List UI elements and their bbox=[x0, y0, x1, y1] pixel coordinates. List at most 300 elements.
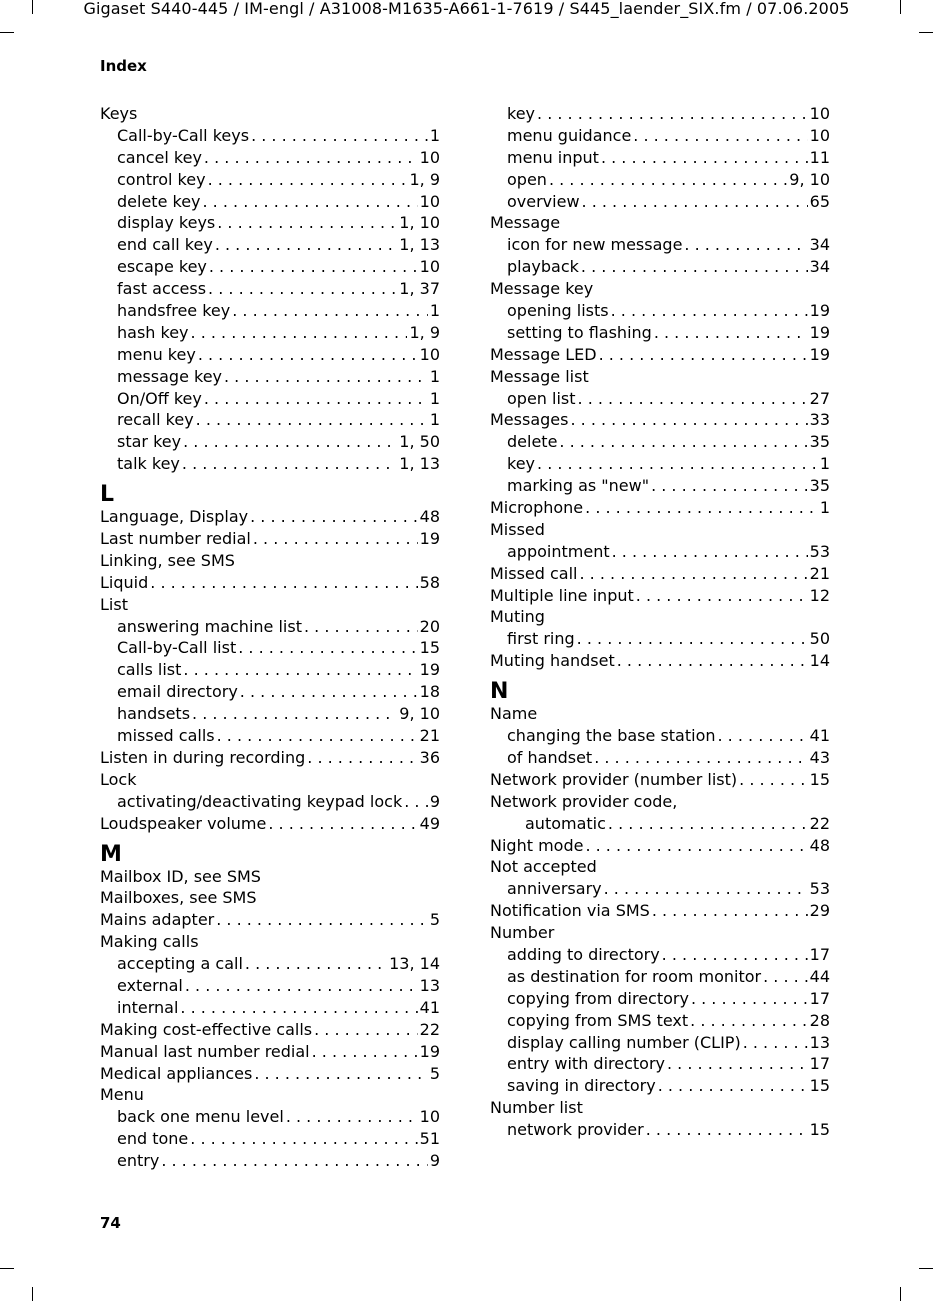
index-subentry bbox=[100, 388, 440, 410]
index-entry bbox=[490, 563, 830, 585]
dot-leader bbox=[549, 169, 787, 191]
index-term: Muting handset bbox=[490, 651, 615, 671]
index-entry bbox=[100, 747, 440, 769]
index-entry bbox=[100, 813, 440, 835]
index-heading bbox=[100, 103, 440, 125]
index-subentry bbox=[490, 1053, 830, 1075]
index-term: display calling number (CLIP) bbox=[507, 1032, 741, 1052]
index-term: talk key bbox=[117, 454, 180, 474]
index-term: Making cost-effective calls bbox=[100, 1019, 313, 1039]
index-term: changing the base station bbox=[507, 726, 716, 746]
index-term: List bbox=[100, 594, 128, 614]
index-term: anniversary bbox=[507, 879, 602, 899]
index-page-ref: 19 bbox=[419, 1041, 440, 1061]
index-page-ref: 1, 9 bbox=[409, 169, 440, 189]
index-term: Call-by-Call list bbox=[117, 638, 237, 658]
index-page-ref: 53 bbox=[809, 541, 830, 561]
index-term: entry bbox=[117, 1151, 160, 1171]
index-term: Message bbox=[490, 213, 561, 233]
dot-leader bbox=[585, 835, 807, 857]
dot-leader bbox=[215, 234, 397, 256]
index-page-ref: 29 bbox=[809, 901, 830, 921]
index-subentry bbox=[100, 703, 440, 725]
dot-leader bbox=[691, 988, 808, 1010]
index-page-ref: 1, 50 bbox=[399, 432, 440, 452]
dot-leader bbox=[208, 278, 397, 300]
index-subentry bbox=[100, 191, 440, 213]
index-page-ref: 1 bbox=[429, 410, 440, 430]
index-term: Notification via SMS bbox=[490, 901, 650, 921]
index-entry bbox=[100, 506, 440, 528]
dot-leader bbox=[224, 366, 428, 388]
dot-leader bbox=[537, 453, 818, 475]
index-page-ref: 43 bbox=[809, 747, 830, 767]
index-letter-heading: L bbox=[100, 482, 115, 508]
dot-leader bbox=[217, 212, 397, 234]
dot-leader bbox=[216, 909, 428, 931]
index-entry bbox=[490, 650, 830, 672]
index-subentry bbox=[490, 944, 830, 966]
index-page-ref: 65 bbox=[809, 191, 830, 211]
dot-leader bbox=[312, 1041, 418, 1063]
dot-leader bbox=[209, 256, 418, 278]
index-term: key bbox=[507, 104, 536, 123]
index-page-ref: 1 bbox=[819, 498, 830, 518]
index-term: cancel key bbox=[117, 147, 202, 167]
dot-leader bbox=[599, 344, 808, 366]
index-term: Missed call bbox=[490, 563, 578, 583]
index-term: Mailbox ID, see SMS bbox=[100, 866, 261, 886]
index-subentry bbox=[100, 366, 440, 388]
crop-mark-top-left bbox=[0, 32, 14, 33]
index-entry bbox=[100, 1063, 440, 1085]
dot-leader bbox=[652, 900, 808, 922]
index-letter-heading: M bbox=[100, 841, 122, 867]
dot-leader bbox=[307, 747, 417, 769]
index-term: Call-by-Call keys bbox=[117, 125, 250, 145]
index-page-ref: 34 bbox=[809, 257, 830, 277]
index-subentry bbox=[490, 725, 830, 747]
index-page-ref: 35 bbox=[809, 432, 830, 452]
index-term: Name bbox=[490, 704, 538, 724]
crop-mark-top-right bbox=[919, 32, 933, 33]
index-page-ref: 10 bbox=[419, 1107, 440, 1127]
index-subentry bbox=[100, 300, 440, 322]
dot-leader bbox=[192, 703, 397, 725]
index-term: Messages bbox=[490, 410, 569, 430]
index-page-ref: 15 bbox=[419, 638, 440, 658]
dot-leader bbox=[161, 1150, 428, 1172]
index-term: Keys bbox=[100, 104, 138, 123]
dot-leader bbox=[739, 769, 807, 791]
index-subentry bbox=[100, 453, 440, 475]
running-head: Gigaset S440-445 / IM-engl / A31008-M1635-A661-1-7619 / S445_laender_SIX.fm / 07.06.2005 bbox=[83, 0, 850, 18]
dot-leader bbox=[570, 409, 807, 431]
index-page-ref: 13, 14 bbox=[389, 954, 440, 974]
index-term: copying from SMS text bbox=[507, 1010, 689, 1030]
index-subentry bbox=[100, 125, 440, 147]
index-subentry bbox=[100, 322, 440, 344]
index-heading bbox=[490, 1097, 830, 1119]
index-term: network provider bbox=[507, 1120, 644, 1140]
index-term: open bbox=[507, 169, 547, 189]
index-subentry bbox=[490, 191, 830, 213]
index-term: overview bbox=[507, 191, 580, 211]
index-heading bbox=[490, 519, 830, 541]
index-page-ref: 15 bbox=[809, 769, 830, 789]
index-page-ref: 19 bbox=[809, 301, 830, 321]
index-subentry bbox=[100, 234, 440, 256]
index-heading bbox=[100, 866, 440, 888]
index-page-ref: 12 bbox=[809, 585, 830, 605]
dot-leader bbox=[662, 944, 808, 966]
index-term: Menu bbox=[100, 1085, 144, 1105]
dot-leader bbox=[180, 997, 417, 1019]
index-page-ref: 14 bbox=[809, 651, 830, 671]
index-entry bbox=[490, 409, 830, 431]
index-page-ref: 41 bbox=[419, 997, 440, 1017]
index-page-ref: 51 bbox=[419, 1129, 440, 1149]
index-page-ref: 5 bbox=[429, 1063, 440, 1083]
index-subentry bbox=[490, 147, 830, 169]
dot-leader bbox=[611, 300, 808, 322]
index-page-ref: 53 bbox=[809, 879, 830, 899]
dot-leader bbox=[185, 975, 418, 997]
index-page-ref: 1 bbox=[429, 125, 440, 145]
index-subentry bbox=[490, 300, 830, 322]
index-page-ref: 9, 10 bbox=[399, 704, 440, 724]
dot-leader bbox=[183, 431, 397, 453]
index-page-ref: 10 bbox=[809, 104, 830, 123]
index-page-ref: 10 bbox=[809, 125, 830, 145]
index-page-ref: 1 bbox=[819, 454, 830, 474]
index-page-ref: 9 bbox=[429, 791, 440, 811]
dot-leader bbox=[594, 747, 807, 769]
index-subentry bbox=[100, 344, 440, 366]
index-page-ref: 36 bbox=[419, 747, 440, 767]
index-page-ref: 9, 10 bbox=[789, 169, 830, 189]
dot-leader bbox=[251, 125, 428, 147]
dot-leader bbox=[601, 147, 808, 169]
index-page-ref: 35 bbox=[809, 476, 830, 496]
index-heading bbox=[100, 887, 440, 909]
dot-leader bbox=[633, 125, 807, 147]
index-term: end call key bbox=[117, 235, 213, 255]
index-term: Number bbox=[490, 923, 555, 943]
dot-leader bbox=[580, 563, 808, 585]
index-subentry bbox=[490, 988, 830, 1010]
index-entry bbox=[490, 344, 830, 366]
dot-leader bbox=[250, 506, 418, 528]
index-term: Microphone bbox=[490, 498, 584, 518]
index-letter-heading: N bbox=[490, 679, 509, 705]
index-term: end tone bbox=[117, 1129, 189, 1149]
index-page-ref: 48 bbox=[809, 835, 830, 855]
index-term: back one menu level bbox=[117, 1107, 284, 1127]
index-term: Network provider code, bbox=[490, 791, 678, 811]
index-subentry bbox=[490, 1010, 830, 1032]
index-term: adding to directory bbox=[507, 944, 660, 964]
index-subentry bbox=[100, 659, 440, 681]
index-term: Mains adapter bbox=[100, 910, 215, 930]
dot-leader bbox=[585, 497, 818, 519]
index-page-ref: 50 bbox=[809, 629, 830, 649]
dot-leader bbox=[654, 322, 808, 344]
index-page-ref: 17 bbox=[809, 944, 830, 964]
index-entry bbox=[100, 1019, 440, 1041]
dot-leader bbox=[232, 300, 428, 322]
index-term: accepting a call bbox=[117, 954, 243, 974]
index-term: activating/deactivating keypad lock bbox=[117, 791, 403, 811]
dot-leader bbox=[268, 813, 417, 835]
dot-leader bbox=[718, 725, 808, 747]
index-heading bbox=[490, 703, 830, 725]
index-subentry bbox=[490, 628, 830, 650]
index-entry bbox=[490, 497, 830, 519]
index-term: Message key bbox=[490, 279, 594, 299]
dot-leader bbox=[254, 1063, 428, 1085]
index-term: Night mode bbox=[490, 835, 584, 855]
index-page-ref: 1 bbox=[429, 388, 440, 408]
index-term: fast access bbox=[117, 279, 207, 299]
index-page-ref: 5 bbox=[429, 910, 440, 930]
index-heading bbox=[490, 278, 830, 300]
index-subentry bbox=[490, 966, 830, 988]
index-term: calls list bbox=[117, 660, 182, 680]
index-term: Loudspeaker volume bbox=[100, 813, 267, 833]
dot-leader bbox=[198, 344, 418, 366]
index-page-ref: 19 bbox=[809, 344, 830, 364]
index-page-ref: 10 bbox=[419, 147, 440, 167]
index-term: Missed bbox=[490, 519, 545, 539]
dot-leader bbox=[191, 322, 408, 344]
index-term: answering machine list bbox=[117, 616, 302, 636]
index-term: open list bbox=[507, 388, 576, 408]
index-term: menu input bbox=[507, 147, 599, 167]
index-page-ref: 15 bbox=[809, 1120, 830, 1140]
index-subentry bbox=[100, 1106, 440, 1128]
index-term: Message list bbox=[490, 366, 589, 386]
index-page-ref: 1, 13 bbox=[399, 235, 440, 255]
index-subentry bbox=[490, 322, 830, 344]
index-subentry bbox=[490, 878, 830, 900]
index-page-ref: 10 bbox=[419, 344, 440, 364]
index-term: message key bbox=[117, 366, 222, 386]
dot-leader bbox=[245, 953, 387, 975]
index-page-ref: 13 bbox=[809, 1032, 830, 1052]
index-subentry bbox=[490, 453, 830, 475]
index-page-ref: 11 bbox=[809, 147, 830, 167]
index-term: first ring bbox=[507, 629, 575, 649]
dot-leader bbox=[646, 1119, 808, 1141]
index-subentry bbox=[100, 953, 440, 975]
index-subentry bbox=[490, 541, 830, 563]
dot-leader bbox=[204, 388, 428, 410]
index-term: key bbox=[507, 454, 536, 474]
index-subentry bbox=[100, 997, 440, 1019]
index-term: star key bbox=[117, 432, 182, 452]
index-subentry bbox=[490, 103, 830, 125]
index-subentry bbox=[100, 791, 440, 813]
index-heading bbox=[100, 931, 440, 953]
index-entry bbox=[490, 835, 830, 857]
dot-leader bbox=[240, 681, 418, 703]
dot-leader bbox=[636, 585, 808, 607]
index-term: Linking, see SMS bbox=[100, 550, 235, 570]
index-subentry bbox=[490, 747, 830, 769]
dot-leader bbox=[667, 1053, 808, 1075]
index-term: Listen in during recording bbox=[100, 747, 306, 767]
index-heading bbox=[100, 594, 440, 616]
index-subentry bbox=[100, 681, 440, 703]
index-heading bbox=[100, 550, 440, 572]
index-subentry bbox=[100, 1150, 440, 1172]
index-entry bbox=[100, 909, 440, 931]
index-page-ref: 1, 9 bbox=[409, 322, 440, 342]
index-page-ref: 15 bbox=[809, 1076, 830, 1096]
index-term: menu key bbox=[117, 344, 196, 364]
index-page-ref: 34 bbox=[809, 235, 830, 255]
index-subentry bbox=[100, 278, 440, 300]
index-heading bbox=[490, 791, 830, 813]
crop-mark-bottom-left bbox=[32, 1287, 33, 1301]
index-heading bbox=[490, 366, 830, 388]
index-subentry bbox=[490, 1075, 830, 1097]
dot-leader bbox=[183, 659, 417, 681]
index-term: Lock bbox=[100, 769, 137, 789]
index-subentry bbox=[100, 256, 440, 278]
dot-leader bbox=[203, 191, 418, 213]
index-heading bbox=[100, 1084, 440, 1106]
index-subentry bbox=[100, 725, 440, 747]
index-page-ref: 19 bbox=[809, 322, 830, 342]
index-term: handsfree key bbox=[117, 301, 231, 321]
index-term: setting to flashing bbox=[507, 322, 652, 342]
index-term: playback bbox=[507, 257, 579, 277]
index-page-ref: 19 bbox=[419, 529, 440, 549]
index-entry bbox=[490, 769, 830, 791]
index-entry bbox=[490, 900, 830, 922]
index-term: entry with directory bbox=[507, 1054, 665, 1074]
dot-leader bbox=[314, 1019, 418, 1041]
index-subentry bbox=[490, 125, 830, 147]
index-page-ref: 1 bbox=[429, 366, 440, 386]
dot-leader bbox=[617, 650, 808, 672]
index-subentry bbox=[490, 256, 830, 278]
dot-leader bbox=[537, 103, 808, 125]
index-page-ref: 22 bbox=[419, 1019, 440, 1039]
dot-leader bbox=[217, 725, 418, 747]
crop-mark-bottom-right bbox=[900, 1287, 901, 1301]
index-subentry bbox=[490, 1119, 830, 1141]
index-term: escape key bbox=[117, 257, 207, 277]
dot-leader bbox=[304, 616, 418, 638]
index-subentry bbox=[490, 1032, 830, 1054]
index-page-ref: 28 bbox=[809, 1010, 830, 1030]
index-subentry bbox=[100, 409, 440, 431]
index-page-ref: 20 bbox=[419, 616, 440, 636]
index-subentry bbox=[100, 147, 440, 169]
index-heading bbox=[490, 922, 830, 944]
index-page-ref: 22 bbox=[809, 813, 830, 833]
index-page-ref: 1, 13 bbox=[399, 454, 440, 474]
index-term: internal bbox=[117, 997, 179, 1017]
dot-leader bbox=[196, 409, 428, 431]
index-page-ref: 17 bbox=[809, 1054, 830, 1074]
dot-leader bbox=[182, 453, 397, 475]
index-subentry bbox=[490, 475, 830, 497]
index-page-ref: 21 bbox=[809, 563, 830, 583]
index-subentry bbox=[490, 813, 830, 835]
dot-leader bbox=[582, 191, 808, 213]
index-term: delete key bbox=[117, 191, 201, 211]
index-term: menu guidance bbox=[507, 125, 632, 145]
index-term: Liquid bbox=[100, 572, 149, 592]
index-term: appointment bbox=[507, 541, 610, 561]
section-title: Index bbox=[100, 57, 147, 75]
index-entry bbox=[100, 528, 440, 550]
index-term: saving in directory bbox=[507, 1076, 656, 1096]
index-term: Muting bbox=[490, 607, 545, 627]
index-term: as destination for room monitor bbox=[507, 966, 762, 986]
index-term: external bbox=[117, 975, 183, 995]
index-subentry bbox=[100, 212, 440, 234]
index-page-ref: 49 bbox=[419, 813, 440, 833]
index-subentry bbox=[100, 169, 440, 191]
index-subentry bbox=[100, 616, 440, 638]
index-page-ref: 1 bbox=[429, 301, 440, 321]
index-page-ref: 21 bbox=[419, 726, 440, 746]
index-term: missed calls bbox=[117, 726, 215, 746]
index-term: hash key bbox=[117, 322, 189, 342]
index-page-ref: 9 bbox=[429, 1151, 440, 1171]
dot-leader bbox=[604, 878, 808, 900]
index-page-ref: 10 bbox=[419, 191, 440, 211]
dot-leader bbox=[763, 966, 808, 988]
index-page-ref: 1, 37 bbox=[399, 279, 440, 299]
index-term: recall key bbox=[117, 410, 194, 430]
dot-leader bbox=[190, 1128, 417, 1150]
index-subentry bbox=[100, 975, 440, 997]
dot-leader bbox=[743, 1032, 808, 1054]
dot-leader bbox=[208, 169, 408, 191]
index-page-ref: 27 bbox=[809, 388, 830, 408]
index-heading bbox=[490, 606, 830, 628]
dot-leader bbox=[658, 1075, 808, 1097]
index-term: Last number redial bbox=[100, 529, 251, 549]
index-subentry bbox=[100, 637, 440, 659]
dot-leader bbox=[577, 628, 808, 650]
index-term: Language, Display bbox=[100, 507, 249, 527]
index-page-ref: 48 bbox=[419, 507, 440, 527]
index-term: On/Off key bbox=[117, 388, 202, 408]
dot-leader bbox=[690, 1010, 808, 1032]
index-page-ref: 13 bbox=[419, 975, 440, 995]
index-heading bbox=[100, 769, 440, 791]
index-term: Mailboxes, see SMS bbox=[100, 888, 257, 908]
dot-leader bbox=[608, 813, 808, 835]
index-term: Multiple line input bbox=[490, 585, 634, 605]
index-term: Message LED bbox=[490, 344, 597, 364]
index-term: Medical appliances bbox=[100, 1063, 253, 1083]
index-heading bbox=[490, 212, 830, 234]
index-term: Number list bbox=[490, 1098, 583, 1118]
index-term: automatic bbox=[525, 813, 606, 833]
index-entry bbox=[100, 1041, 440, 1063]
index-subentry bbox=[490, 234, 830, 256]
dot-leader bbox=[578, 388, 808, 410]
index-page-ref: 1, 10 bbox=[399, 213, 440, 233]
